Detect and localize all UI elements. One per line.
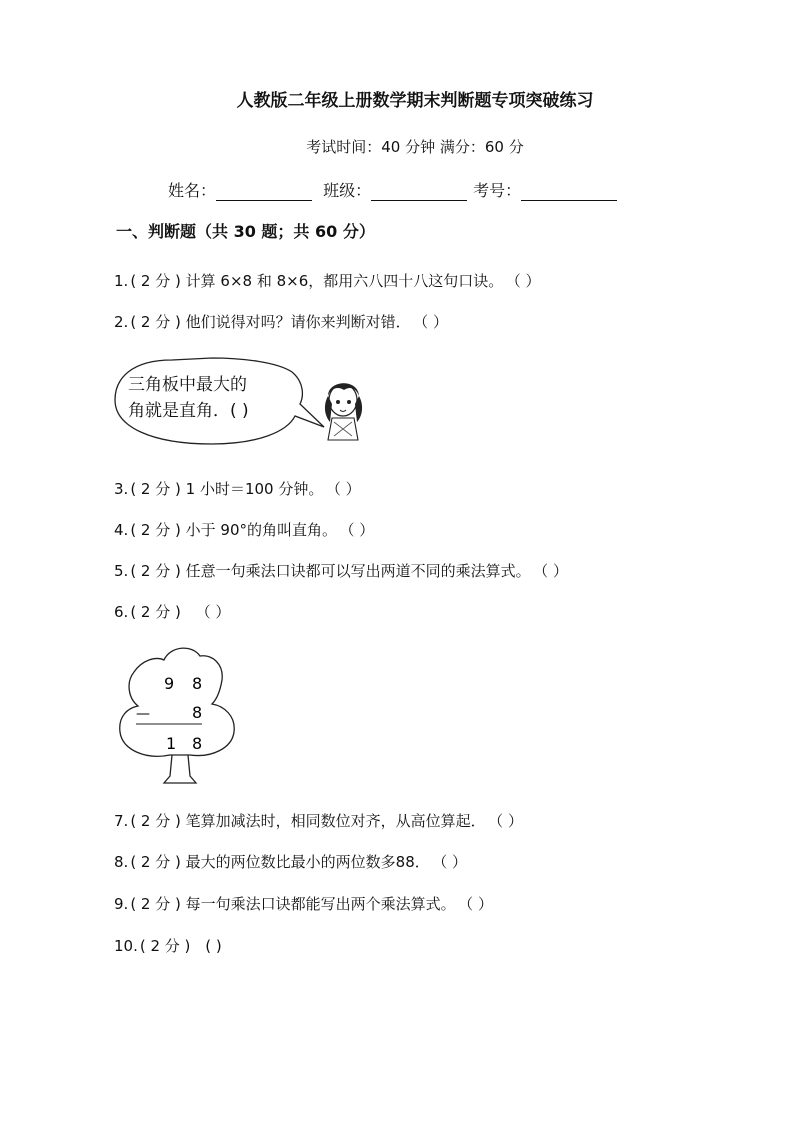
top-tens-digit: 9 [164, 674, 175, 693]
answer-parens[interactable]: （ ） [540, 562, 568, 580]
question-text: 最大的两位数比最小的两位数多88． [185, 853, 430, 871]
question-8: 8. ( 2 分 ) 最大的两位数比最小的两位数多88． （ ） [114, 853, 468, 871]
answer-parens[interactable]: （ ） [195, 603, 231, 621]
result-tens-digit: 1 [166, 734, 177, 753]
tree-trunk [164, 755, 196, 783]
page-title: 人教版二年级上册数学期末判断题专项突破练习 [236, 91, 594, 111]
bubble-line-2: 角就是直角．( ) [128, 401, 249, 421]
question-text: 计算 6×8 和 8×6，都用六八四十八这句口诀。 [185, 272, 504, 290]
student-info-line [168, 178, 623, 201]
question-text: 任意一句乘法口诀都可以写出两道不同的乘法算式。 [185, 562, 531, 580]
question-text: 每一句乘法口诀都能写出两个乘法算式。 [185, 895, 456, 913]
tree-subtraction-figure [116, 642, 242, 787]
answer-parens[interactable]: （ ） [420, 313, 448, 331]
question-6: 6. ( 2 分 ) （ ） [114, 603, 231, 621]
answer-parens[interactable]: （ ） [333, 480, 361, 498]
answer-parens[interactable]: （ ） [495, 812, 523, 830]
class-blank[interactable] [371, 184, 467, 201]
question-2: 2. ( 2 分 ) 他们说得对吗？请你来判断对错． （ ） [114, 313, 448, 331]
number-label: 考号： [473, 181, 522, 200]
question-10: 10. ( 2 分 ) ( ) [114, 937, 222, 955]
tree-crown-outline [120, 648, 234, 756]
result-ones-digit: 8 [192, 734, 203, 753]
girl-icon [325, 383, 362, 440]
question-1: 1. ( 2 分 ) 计算 6×8 和 8×6，都用六八四十八这句口诀。 （ ） [114, 272, 541, 290]
bubble-line-1: 三角板中最大的 [128, 375, 247, 395]
answer-parens[interactable]: ( ) [205, 937, 222, 955]
question-3: 3. ( 2 分 ) 1 小时＝100 分钟。 （ ） [114, 480, 361, 498]
answer-parens[interactable]: （ ） [439, 853, 468, 871]
question-9: 9. ( 2 分 ) 每一句乘法口诀都能写出两个乘法算式。 （ ） [114, 895, 493, 913]
number-blank[interactable] [521, 184, 617, 201]
question-7: 7. ( 2 分 ) 笔算加减法时，相同数位对齐，从高位算起． （ ） [114, 812, 523, 830]
section-title: 一、判断题（共 30 题；共 60 分） [116, 222, 375, 241]
mid-ones-digit: 8 [192, 703, 203, 722]
exam-info: 考试时间：40 分钟 满分：60 分 [306, 138, 524, 156]
name-blank[interactable] [216, 184, 312, 201]
question-text: 1 小时＝100 分钟。 [185, 480, 324, 498]
question-5: 5. ( 2 分 ) 任意一句乘法口诀都可以写出两道不同的乘法算式。 （ ） [114, 562, 568, 580]
question-4: 4. ( 2 分 ) 小于 90°的角叫直角。 （ ） [114, 521, 375, 539]
answer-parens[interactable]: （ ） [513, 272, 541, 290]
answer-parens[interactable]: （ ） [347, 521, 375, 539]
question-text: 笔算加减法时，相同数位对齐，从高位算起． [185, 812, 486, 830]
top-ones-digit: 8 [192, 674, 203, 693]
question-text: 他们说得对吗？请你来判断对错． [185, 313, 411, 331]
question-text: 小于 90°的角叫直角。 [185, 521, 338, 539]
answer-parens[interactable]: （ ） [465, 895, 493, 913]
class-label: 班级： [323, 181, 372, 200]
name-label: 姓名： [168, 181, 217, 200]
minus-sign: — [136, 706, 150, 722]
